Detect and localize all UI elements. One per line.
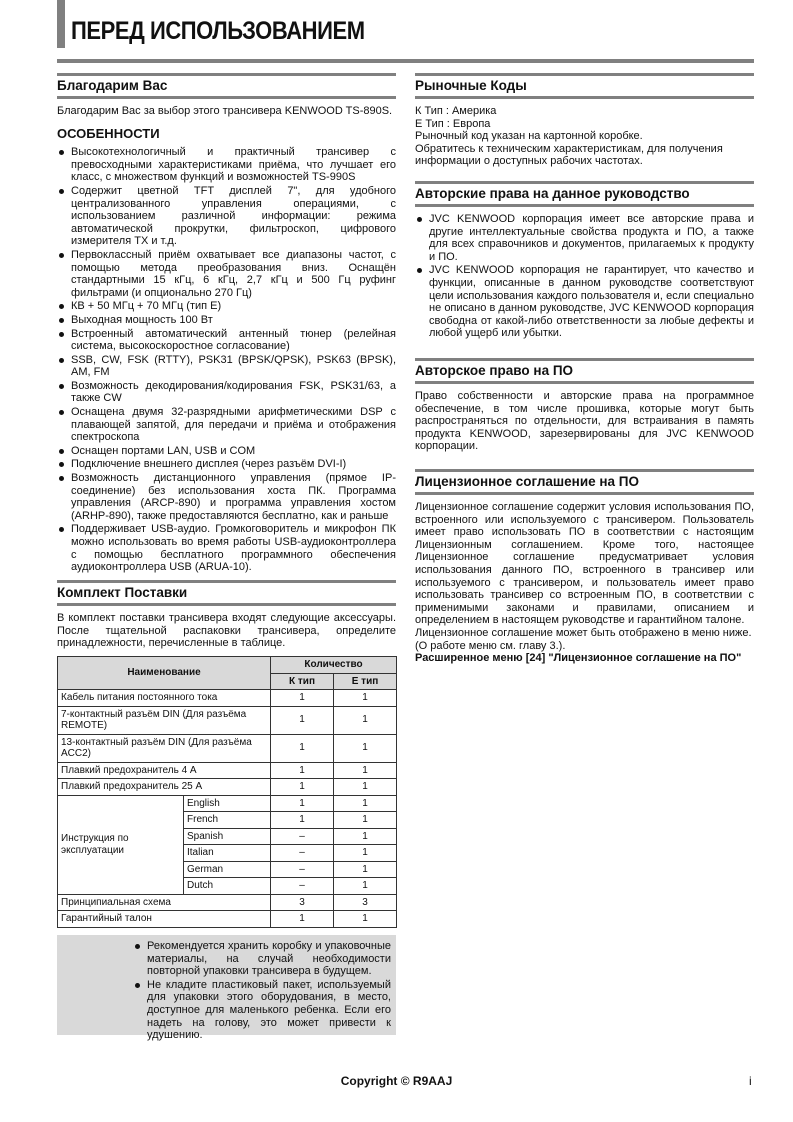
page-title: ПЕРЕД ИСПОЛЬЗОВАНИЕМ — [71, 17, 365, 45]
col-name: Наименование — [58, 657, 271, 690]
item-name: Принципиальная схема — [58, 894, 271, 911]
package-note-box — [57, 935, 396, 1042]
qty-e: 1 — [334, 706, 397, 734]
copyright-software-section — [415, 358, 754, 453]
section-heading: Благодарим Вас — [57, 73, 396, 99]
market-text — [415, 105, 754, 168]
section-heading: Авторское право на ПО — [415, 358, 754, 384]
feature-item: КВ + 50 МГц + 70 МГц (тип E) — [57, 300, 396, 313]
section-heading: Авторские права на данное руководство — [415, 181, 754, 207]
section-heading: Лицензионное соглашение на ПО — [415, 469, 754, 495]
license-menu-ref: Расширенное меню [24] "Лицензионное соглашение на ПО" — [415, 652, 742, 665]
notes-list — [133, 940, 391, 1043]
manual-language: Spanish — [184, 828, 271, 845]
qty-k: 1 — [271, 795, 334, 812]
qty-e: 1 — [334, 779, 397, 796]
copyright-manual-section — [415, 181, 754, 341]
qty-e: 1 — [334, 762, 397, 779]
qty-k: 1 — [271, 779, 334, 796]
feature-item: Оснащен портами LAN, USB и COM — [57, 445, 396, 458]
table-row — [58, 690, 397, 707]
item-name: 7-контактный разъём DIN (Для разъёма REMOTE) — [58, 706, 271, 734]
manual-language: Italian — [184, 845, 271, 862]
qty-k: 1 — [271, 762, 334, 779]
item-name: 13-контактный разъём DIN (Для разъёма ACC2) — [58, 734, 271, 762]
feature-item: Возможность дистанционного управления (прямое IP-соединение) без использования хоста ПК. Программа управления (ARCP-890) и программа управления хостом (ARHP-890), также предоставляются бесплатно, как и раньше — [57, 472, 396, 522]
package-text: В комплект поставки трансивера входят следующие аксессуары. После тщательной распаковки трансивера, определите принадлежности, перечисленные в таблице. — [57, 612, 396, 650]
license-text-1: Лицензионное соглашение содержит условия использования ПО, встроенного или используемого с трансивером. Пользователь имеет право использовать ПО в соответствии с настоящим Лицензионным соглашением. Кроме того, настоящее Лицензионное соглашение предусматривает условия использования данного ПО, встроенного в трансивер или используемого с трансивером, и пользователь имеет право использовать трансивер со встроенным ПО, в соответствии с применимыми законами и правилами, описанием и определением в настоящем руководстве и гарантийном талоне. — [415, 501, 754, 627]
qty-k: – — [271, 845, 334, 862]
feature-item: Оснащена двумя 32-разрядными арифметическими DSP с плавающей запятой, для передачи и приёма и отображения спектроскопа — [57, 406, 396, 444]
copyright-item: JVC KENWOOD корпорация имеет все авторские права и другие интеллектуальные свойства продукта и ПО, а также для всех справочников и документов, прилагаемых к продукту и ПО. — [415, 213, 754, 263]
col-qty: Количество — [271, 657, 397, 674]
table-row — [58, 734, 397, 762]
qty-k: 3 — [271, 894, 334, 911]
manual-language: English — [184, 795, 271, 812]
table-row — [58, 779, 397, 796]
qty-k: 1 — [271, 812, 334, 829]
qty-e: 1 — [334, 861, 397, 878]
market-section — [415, 73, 754, 168]
qty-k: – — [271, 878, 334, 895]
qty-e: 1 — [334, 828, 397, 845]
package-table-wrap — [57, 656, 397, 928]
feature-item: Подключение внешнего дисплея (через разъём DVI-I) — [57, 458, 396, 471]
package-table — [57, 656, 397, 928]
section-heading: Комплект Поставки — [57, 580, 396, 606]
features-heading: ОСОБЕННОСТИ — [57, 125, 160, 141]
title-accent-bar — [57, 0, 65, 48]
col-k: К тип — [271, 673, 334, 690]
market-line: Е Тип : Европа — [415, 117, 491, 130]
features-list — [57, 146, 396, 574]
license-section — [415, 469, 754, 665]
copyright-list — [415, 213, 754, 340]
table-row — [58, 706, 397, 734]
qty-k: – — [271, 828, 334, 845]
qty-e: 3 — [334, 894, 397, 911]
thanks-text: Благодарим Вас за выбор этого трансивера KENWOOD TS-890S. — [57, 105, 393, 117]
qty-k: 1 — [271, 706, 334, 734]
qty-k: 1 — [271, 690, 334, 707]
page-number: i — [749, 1074, 752, 1088]
feature-item: Встроенный автоматический антенный тюнер (релейная система, высокоскоростное согласование) — [57, 328, 396, 353]
manual-language: French — [184, 812, 271, 829]
note-item: Не кладите пластиковый пакет, используемый для упаковки этого оборудования, в место, доступное для маленького ребенка. Если его надеть на голову, это может привести к удушению. — [133, 979, 391, 1042]
thanks-section — [57, 73, 396, 575]
item-name: Плавкий предохранитель 25 A — [58, 779, 271, 796]
section-heading: Рыночные Коды — [415, 73, 754, 99]
qty-e: 1 — [334, 734, 397, 762]
manual-language: German — [184, 861, 271, 878]
market-line: Рыночный код указан на картонной коробке. — [415, 130, 643, 143]
feature-item: Содержит цветной TFT дисплей 7", для удобного централизованного управления операциями, с использованием различной информации: режима автоматической прокрутки, фильтроскоп, цифрового измерителя TX и т.д. — [57, 185, 396, 248]
item-name: Инструкция по эксплуатации — [58, 795, 184, 894]
qty-e: 1 — [334, 795, 397, 812]
qty-e: 1 — [334, 812, 397, 829]
manual-language: Dutch — [184, 878, 271, 895]
qty-k: 1 — [271, 911, 334, 928]
feature-item: Выходная мощность 100 Вт — [57, 314, 396, 327]
qty-e: 1 — [334, 845, 397, 862]
col-e: Е тип — [334, 673, 397, 690]
market-line: К Тип : Америка — [415, 105, 497, 117]
table-row — [58, 795, 397, 812]
copyright-software-text: Право собственности и авторские права на программное обеспечение, в том числе прошивка, которые могут быть распространяться по отдельности, для встраивания в память продукта KENWOOD, зарезервированы для JVC KENWOOD корпорации. — [415, 390, 754, 453]
title-rule — [57, 59, 754, 63]
qty-k: 1 — [271, 734, 334, 762]
qty-e: 1 — [334, 911, 397, 928]
item-name: Плавкий предохранитель 4 A — [58, 762, 271, 779]
qty-e: 1 — [334, 878, 397, 895]
feature-item: SSB, CW, FSK (RTTY), PSK31 (BPSK/QPSK), PSK63 (BPSK), AM, FM — [57, 354, 396, 379]
feature-item: Первоклассный приём охватывает все диапазоны частот, с помощью метода преобразования вниз. Оснащён стандартными 15 кГц, 6 кГц, 2,7 кГц и 500 Гц руфинг фильтрами (и опционально 270 Гц) — [57, 249, 396, 299]
table-row — [58, 911, 397, 928]
footer-copyright: Copyright © R9AAJ — [340, 1074, 453, 1088]
package-section — [57, 580, 396, 650]
market-line: Обратитесь к техническим характеристикам, для получения информации о доступных рабочих частотах. — [415, 142, 723, 168]
item-name: Кабель питания постоянного тока — [58, 690, 271, 707]
table-row — [58, 762, 397, 779]
feature-item: Возможность декодирования/кодирования FSK, PSK31/63, а также CW — [57, 380, 396, 405]
feature-item: Высокотехнологичный и практичный трансивер с превосходными характеристиками приёма, что лучшает его класс, с множеством функций и возможностей TS-990S — [57, 146, 396, 184]
license-text-2: Лицензионное соглашение может быть отображено в меню ниже. (О работе меню см. главу 3.). — [415, 626, 752, 652]
table-row — [58, 894, 397, 911]
qty-e: 1 — [334, 690, 397, 707]
copyright-item: JVC KENWOOD корпорация не гарантирует, что качество и функции, описанные в данном руководстве соответствуют цели использования каждого пользователя и, если специально не описано в данном руководстве, JVC KENWOOD корпорация свободна от какой-либо ответственности за любые дефекты и любой ущерб или убытки. — [415, 264, 754, 340]
feature-item: Поддерживает USB-аудио. Громкоговоритель и микрофон ПК можно использовать во время работы USB-аудиоконтроллера с помощью бесплатного программного обеспечения аудиоконтроллера USB (ARUA-10). — [57, 523, 396, 573]
item-name: Гарантийный талон — [58, 911, 271, 928]
qty-k: – — [271, 861, 334, 878]
note-item: Рекомендуется хранить коробку и упаковочные материалы, на случай необходимости повторной упаковки трансивера в будущем. — [133, 940, 391, 978]
